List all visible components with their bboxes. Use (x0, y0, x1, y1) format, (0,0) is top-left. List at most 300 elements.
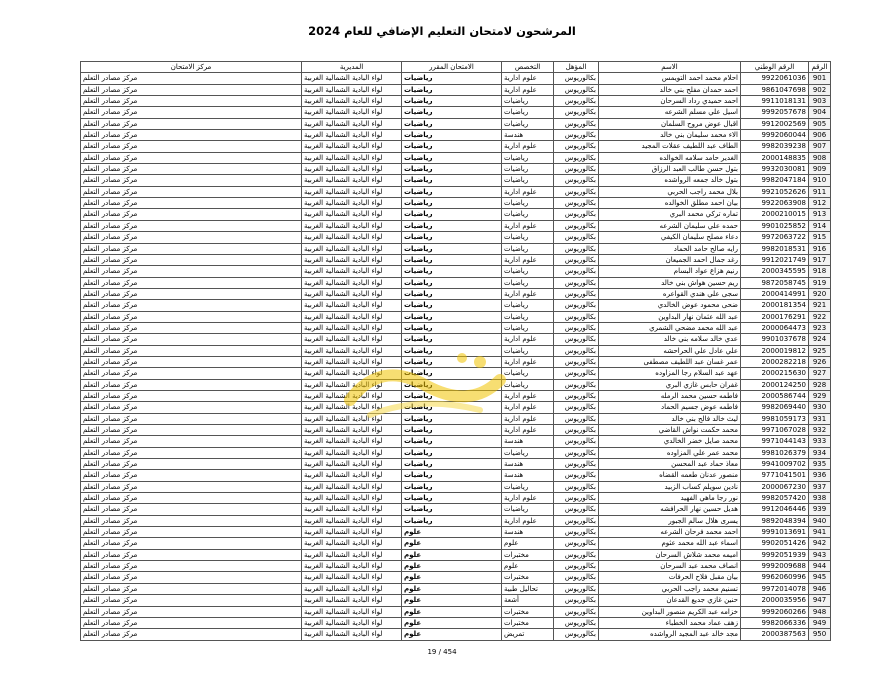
cell-directorate: لواء البادية الشمالية الغربية (302, 175, 402, 186)
cell-national-id: 9901025852 (741, 220, 809, 231)
cell-national-id: 9941009702 (741, 459, 809, 470)
cell-exam: رياضيات (402, 141, 502, 152)
cell-national-id: 2000586744 (741, 390, 809, 401)
cell-directorate: لواء البادية الشمالية الغربية (302, 515, 402, 526)
table-row (81, 504, 831, 515)
cell-specialization: رياضيات (502, 175, 554, 186)
cell-seq: 933 (809, 436, 831, 447)
cell-specialization: رياضيات (502, 277, 554, 288)
cell-exam: رياضيات (402, 447, 502, 458)
cell-qualification: بكالوريوس (554, 527, 599, 538)
cell-name: انصاف محمد عبد السرحان (599, 561, 741, 572)
cell-center: مركز مصادر التعلم (81, 379, 302, 390)
cell-name: رايه صالح حامد الحماد (599, 243, 741, 254)
cell-national-id: 9872058745 (741, 277, 809, 288)
cell-directorate: لواء البادية الشمالية الغربية (302, 629, 402, 640)
cell-seq: 904 (809, 107, 831, 118)
cell-name: محمد صايل خضر الخالدي (599, 436, 741, 447)
table-row (81, 561, 831, 572)
cell-name: احلام محمد احمد التويمس (599, 73, 741, 84)
cell-qualification: بكالوريوس (554, 572, 599, 583)
cell-exam: علوم (402, 583, 502, 594)
page-title: المرشحون لامتحان التعليم الإضافي للعام 2024 (308, 24, 576, 38)
cell-exam: رياضيات (402, 130, 502, 141)
cell-directorate: لواء البادية الشمالية الغربية (302, 617, 402, 628)
cell-name: فاطمه حسين محمد الرمله (599, 390, 741, 401)
table-row (81, 595, 831, 606)
cell-qualification: بكالوريوس (554, 277, 599, 288)
cell-exam: رياضيات (402, 356, 502, 367)
cell-directorate: لواء البادية الشمالية الغربية (302, 254, 402, 265)
table-row (81, 447, 831, 458)
cell-national-id: 9921052626 (741, 186, 809, 197)
cell-national-id: 2000181354 (741, 300, 809, 311)
cell-specialization: هندسة (502, 459, 554, 470)
cell-specialization: علوم ادارية (502, 356, 554, 367)
cell-center: مركز مصادر التعلم (81, 130, 302, 141)
cell-directorate: لواء البادية الشمالية الغربية (302, 538, 402, 549)
cell-name: غفران حابس غازي البري (599, 379, 741, 390)
table-row (81, 96, 831, 107)
cell-specialization: رياضيات (502, 198, 554, 209)
cell-directorate: لواء البادية الشمالية الغربية (302, 561, 402, 572)
cell-qualification: بكالوريوس (554, 334, 599, 345)
cell-specialization: علوم ادارية (502, 334, 554, 345)
cell-national-id: 9932030081 (741, 164, 809, 175)
cell-specialization: علوم ادارية (502, 425, 554, 436)
cell-seq: 928 (809, 379, 831, 390)
cell-exam: رياضيات (402, 425, 502, 436)
cell-name: علي عادل علي الحراحشه (599, 345, 741, 356)
cell-exam: علوم (402, 561, 502, 572)
cell-center: مركز مصادر التعلم (81, 107, 302, 118)
table-row (81, 402, 831, 413)
cell-specialization: علوم ادارية (502, 141, 554, 152)
cell-directorate: لواء البادية الشمالية الغربية (302, 572, 402, 583)
cell-national-id: 9922063908 (741, 198, 809, 209)
cell-seq: 908 (809, 152, 831, 163)
cell-center: مركز مصادر التعلم (81, 572, 302, 583)
cell-directorate: لواء البادية الشمالية الغربية (302, 266, 402, 277)
cell-center: مركز مصادر التعلم (81, 481, 302, 492)
cell-exam: رياضيات (402, 232, 502, 243)
cell-qualification: بكالوريوس (554, 232, 599, 243)
cell-center: مركز مصادر التعلم (81, 504, 302, 515)
cell-seq: 937 (809, 481, 831, 492)
cell-directorate: لواء البادية الشمالية الغربية (302, 583, 402, 594)
cell-directorate: لواء البادية الشمالية الغربية (302, 220, 402, 231)
cell-name: نور رجا ماهي الفهيد (599, 493, 741, 504)
cell-exam: رياضيات (402, 436, 502, 447)
cell-national-id: 9982066336 (741, 617, 809, 628)
table-row (81, 84, 831, 95)
cell-center: مركز مصادر التعلم (81, 425, 302, 436)
cell-seq: 923 (809, 322, 831, 333)
cell-directorate: لواء البادية الشمالية الغربية (302, 73, 402, 84)
cell-exam: رياضيات (402, 84, 502, 95)
cell-center: مركز مصادر التعلم (81, 141, 302, 152)
cell-qualification: بكالوريوس (554, 96, 599, 107)
cell-directorate: لواء البادية الشمالية الغربية (302, 322, 402, 333)
cell-specialization: رياضيات (502, 368, 554, 379)
cell-specialization: هندسة (502, 527, 554, 538)
cell-center: مركز مصادر التعلم (81, 390, 302, 401)
cell-directorate: لواء البادية الشمالية الغربية (302, 311, 402, 322)
cell-national-id: 2000210015 (741, 209, 809, 220)
cell-specialization: علوم ادارية (502, 288, 554, 299)
cell-center: مركز مصادر التعلم (81, 527, 302, 538)
cell-specialization: رياضيات (502, 322, 554, 333)
cell-exam: رياضيات (402, 73, 502, 84)
cell-specialization: مختبرات (502, 617, 554, 628)
cell-name: منصور عدنان طعمه القضاه (599, 470, 741, 481)
cell-center: مركز مصادر التعلم (81, 583, 302, 594)
cell-specialization: هندسة (502, 130, 554, 141)
cell-directorate: لواء البادية الشمالية الغربية (302, 186, 402, 197)
table-row (81, 152, 831, 163)
candidates-table (80, 61, 831, 641)
cell-qualification: بكالوريوس (554, 549, 599, 560)
cell-name: ليث خالد فالح بني خالد (599, 413, 741, 424)
cell-center: مركز مصادر التعلم (81, 322, 302, 333)
table-row (81, 470, 831, 481)
cell-specialization: علوم ادارية (502, 390, 554, 401)
cell-name: محمد حكمت نواش القاضي (599, 425, 741, 436)
table-row (81, 413, 831, 424)
cell-seq: 947 (809, 595, 831, 606)
table-row (81, 322, 831, 333)
cell-directorate: لواء البادية الشمالية الغربية (302, 379, 402, 390)
cell-center: مركز مصادر التعلم (81, 277, 302, 288)
cell-center: مركز مصادر التعلم (81, 368, 302, 379)
cell-directorate: لواء البادية الشمالية الغربية (302, 481, 402, 492)
cell-qualification: بكالوريوس (554, 186, 599, 197)
cell-national-id: 9901037678 (741, 334, 809, 345)
cell-qualification: بكالوريوس (554, 209, 599, 220)
cell-name: مجد خالد عبد المجيد الرواشده (599, 629, 741, 640)
cell-exam: رياضيات (402, 322, 502, 333)
cell-seq: 939 (809, 504, 831, 515)
cell-specialization: رياضيات (502, 118, 554, 129)
cell-seq: 912 (809, 198, 831, 209)
cell-seq: 922 (809, 311, 831, 322)
cell-seq: 913 (809, 209, 831, 220)
table-row (81, 243, 831, 254)
cell-center: مركز مصادر التعلم (81, 118, 302, 129)
cell-seq: 936 (809, 470, 831, 481)
cell-specialization: رياضيات (502, 209, 554, 220)
cell-center: مركز مصادر التعلم (81, 288, 302, 299)
cell-exam: علوم (402, 549, 502, 560)
table-row (81, 356, 831, 367)
cell-directorate: لواء البادية الشمالية الغربية (302, 209, 402, 220)
cell-seq: 930 (809, 402, 831, 413)
cell-name: اميمه محمد شلاش السرحان (599, 549, 741, 560)
table-row (81, 334, 831, 345)
cell-directorate: لواء البادية الشمالية الغربية (302, 107, 402, 118)
cell-national-id: 9922061036 (741, 73, 809, 84)
cell-directorate: لواء البادية الشمالية الغربية (302, 300, 402, 311)
cell-directorate: لواء البادية الشمالية الغربية (302, 277, 402, 288)
cell-national-id: 9982039238 (741, 141, 809, 152)
cell-specialization: علوم (502, 561, 554, 572)
cell-national-id: 9972014078 (741, 583, 809, 594)
cell-name: نادين سويلم كساب الزبيد (599, 481, 741, 492)
cell-national-id: 2000387563 (741, 629, 809, 640)
cell-directorate: لواء البادية الشمالية الغربية (302, 96, 402, 107)
cell-seq: 942 (809, 538, 831, 549)
cell-qualification: بكالوريوس (554, 470, 599, 481)
cell-national-id: 9991013691 (741, 527, 809, 538)
cell-name: حمده علي سليمان الشرعه (599, 220, 741, 231)
cell-name: فاطمه عوض جسيم الحماد (599, 402, 741, 413)
cell-specialization: رياضيات (502, 379, 554, 390)
cell-directorate: لواء البادية الشمالية الغربية (302, 243, 402, 254)
table-row (81, 288, 831, 299)
cell-qualification: بكالوريوس (554, 141, 599, 152)
cell-name: احمد حميدي رداد السرحان (599, 96, 741, 107)
cell-seq: 911 (809, 186, 831, 197)
cell-qualification: بكالوريوس (554, 118, 599, 129)
header-name: الاسم (599, 62, 741, 73)
cell-name: بيان احمد مطلق الخوالده (599, 198, 741, 209)
cell-directorate: لواء البادية الشمالية الغربية (302, 425, 402, 436)
cell-seq: 919 (809, 277, 831, 288)
cell-specialization: مختبرات (502, 572, 554, 583)
cell-exam: رياضيات (402, 402, 502, 413)
header-center: مركز الامتحان (81, 62, 302, 73)
table-row (81, 266, 831, 277)
cell-seq: 921 (809, 300, 831, 311)
cell-national-id: 2000414991 (741, 288, 809, 299)
cell-directorate: لواء البادية الشمالية الغربية (302, 198, 402, 209)
cell-seq: 901 (809, 73, 831, 84)
cell-seq: 917 (809, 254, 831, 265)
cell-exam: رياضيات (402, 220, 502, 231)
table-row (81, 254, 831, 265)
page-number: 19 / 454 (427, 648, 457, 656)
cell-center: مركز مصادر التعلم (81, 356, 302, 367)
cell-national-id: 9861047698 (741, 84, 809, 95)
cell-qualification: بكالوريوس (554, 447, 599, 458)
cell-specialization: رياضيات (502, 311, 554, 322)
cell-name: رغد جمال احمد الجميعان (599, 254, 741, 265)
table-row (81, 186, 831, 197)
cell-national-id: 9912046446 (741, 504, 809, 515)
cell-exam: رياضيات (402, 345, 502, 356)
table-row (81, 527, 831, 538)
cell-national-id: 9992051939 (741, 549, 809, 560)
cell-qualification: بكالوريوس (554, 436, 599, 447)
table-row (81, 538, 831, 549)
cell-specialization: علوم ادارية (502, 413, 554, 424)
cell-national-id: 2000035956 (741, 595, 809, 606)
cell-qualification: بكالوريوس (554, 459, 599, 470)
table-row (81, 220, 831, 231)
cell-exam: رياضيات (402, 198, 502, 209)
cell-center: مركز مصادر التعلم (81, 549, 302, 560)
cell-seq: 945 (809, 572, 831, 583)
cell-exam: علوم (402, 538, 502, 549)
cell-exam: رياضيات (402, 243, 502, 254)
cell-name: الطاف عبد اللطيف عقلات المجيد (599, 141, 741, 152)
cell-exam: رياضيات (402, 118, 502, 129)
cell-directorate: لواء البادية الشمالية الغربية (302, 84, 402, 95)
cell-specialization: تمريض (502, 629, 554, 640)
cell-exam: رياضيات (402, 390, 502, 401)
cell-name: بلال محمد راجب الحربي (599, 186, 741, 197)
cell-qualification: بكالوريوس (554, 254, 599, 265)
cell-directorate: لواء البادية الشمالية الغربية (302, 334, 402, 345)
table-row (81, 459, 831, 470)
cell-directorate: لواء البادية الشمالية الغربية (302, 288, 402, 299)
cell-specialization: رياضيات (502, 504, 554, 515)
cell-qualification: بكالوريوس (554, 538, 599, 549)
cell-name: الاء محمد سليمان بني خالد (599, 130, 741, 141)
table-row (81, 379, 831, 390)
cell-national-id: 9982057420 (741, 493, 809, 504)
cell-exam: رياضيات (402, 277, 502, 288)
cell-center: مركز مصادر التعلم (81, 595, 302, 606)
table-header-row (81, 62, 831, 73)
cell-national-id: 9982018531 (741, 243, 809, 254)
table-row (81, 481, 831, 492)
cell-specialization: مختبرات (502, 606, 554, 617)
cell-directorate: لواء البادية الشمالية الغربية (302, 118, 402, 129)
cell-center: مركز مصادر التعلم (81, 402, 302, 413)
cell-qualification: بكالوريوس (554, 220, 599, 231)
cell-qualification: بكالوريوس (554, 345, 599, 356)
cell-exam: رياضيات (402, 368, 502, 379)
cell-qualification: بكالوريوس (554, 629, 599, 640)
cell-exam: رياضيات (402, 504, 502, 515)
cell-name: عمر غسان عبد اللطيف مصطفى (599, 356, 741, 367)
cell-national-id: 2000067230 (741, 481, 809, 492)
cell-qualification: بكالوريوس (554, 425, 599, 436)
cell-specialization: علوم ادارية (502, 402, 554, 413)
cell-name: زهف عماد محمد الخطباء (599, 617, 741, 628)
cell-specialization: علوم ادارية (502, 220, 554, 231)
table-row (81, 345, 831, 356)
table-row (81, 368, 831, 379)
cell-center: مركز مصادر التعلم (81, 175, 302, 186)
cell-specialization: رياضيات (502, 345, 554, 356)
cell-specialization: رياضيات (502, 164, 554, 175)
cell-name: دعاء مصلح سليمان الكيفي (599, 232, 741, 243)
cell-exam: رياضيات (402, 311, 502, 322)
cell-qualification: بكالوريوس (554, 595, 599, 606)
cell-directorate: لواء البادية الشمالية الغربية (302, 356, 402, 367)
cell-center: مركز مصادر التعلم (81, 266, 302, 277)
cell-directorate: لواء البادية الشمالية الغربية (302, 390, 402, 401)
cell-center: مركز مصادر التعلم (81, 447, 302, 458)
cell-exam: رياضيات (402, 175, 502, 186)
cell-name: تسنيم محمد راجب الحربي (599, 583, 741, 594)
cell-seq: 950 (809, 629, 831, 640)
cell-national-id: 9982047184 (741, 175, 809, 186)
cell-national-id: 9971044143 (741, 436, 809, 447)
cell-specialization: علوم ادارية (502, 515, 554, 526)
table-row (81, 629, 831, 640)
cell-exam: رياضيات (402, 481, 502, 492)
cell-exam: علوم (402, 527, 502, 538)
cell-directorate: لواء البادية الشمالية الغربية (302, 527, 402, 538)
cell-directorate: لواء البادية الشمالية الغربية (302, 493, 402, 504)
cell-exam: رياضيات (402, 266, 502, 277)
cell-center: مركز مصادر التعلم (81, 561, 302, 572)
table-row (81, 164, 831, 175)
cell-national-id: 9962060996 (741, 572, 809, 583)
cell-exam: رياضيات (402, 300, 502, 311)
cell-exam: علوم (402, 617, 502, 628)
cell-specialization: رياضيات (502, 481, 554, 492)
table-row (81, 118, 831, 129)
table-row (81, 572, 831, 583)
cell-seq: 948 (809, 606, 831, 617)
cell-specialization: رياضيات (502, 96, 554, 107)
table-row (81, 493, 831, 504)
cell-qualification: بكالوريوس (554, 175, 599, 186)
cell-center: مركز مصادر التعلم (81, 243, 302, 254)
cell-national-id: 2000282218 (741, 356, 809, 367)
cell-directorate: لواء البادية الشمالية الغربية (302, 470, 402, 481)
cell-qualification: بكالوريوس (554, 322, 599, 333)
cell-exam: رياضيات (402, 459, 502, 470)
cell-exam: رياضيات (402, 515, 502, 526)
cell-qualification: بكالوريوس (554, 300, 599, 311)
table-row (81, 390, 831, 401)
cell-name: ريم حسين هواش بني خالد (599, 277, 741, 288)
cell-national-id: 2000064473 (741, 322, 809, 333)
cell-center: مركز مصادر التعلم (81, 515, 302, 526)
cell-specialization: علوم ادارية (502, 84, 554, 95)
cell-specialization: هندسة (502, 436, 554, 447)
cell-seq: 915 (809, 232, 831, 243)
cell-seq: 902 (809, 84, 831, 95)
cell-qualification: بكالوريوس (554, 390, 599, 401)
cell-national-id: 2000176291 (741, 311, 809, 322)
cell-directorate: لواء البادية الشمالية الغربية (302, 141, 402, 152)
cell-directorate: لواء البادية الشمالية الغربية (302, 130, 402, 141)
cell-exam: رياضيات (402, 254, 502, 265)
table-row (81, 617, 831, 628)
cell-qualification: بكالوريوس (554, 73, 599, 84)
cell-seq: 932 (809, 425, 831, 436)
cell-directorate: لواء البادية الشمالية الغربية (302, 606, 402, 617)
cell-center: مركز مصادر التعلم (81, 436, 302, 447)
table-row (81, 198, 831, 209)
cell-national-id: 9912021749 (741, 254, 809, 265)
cell-name: بتول خالد جمعه الرواشده (599, 175, 741, 186)
cell-directorate: لواء البادية الشمالية الغربية (302, 447, 402, 458)
cell-seq: 920 (809, 288, 831, 299)
cell-seq: 941 (809, 527, 831, 538)
cell-specialization: رياضيات (502, 107, 554, 118)
cell-seq: 929 (809, 390, 831, 401)
cell-exam: رياضيات (402, 470, 502, 481)
cell-exam: علوم (402, 595, 502, 606)
cell-seq: 944 (809, 561, 831, 572)
cell-seq: 934 (809, 447, 831, 458)
cell-specialization: علوم ادارية (502, 186, 554, 197)
table-row (81, 311, 831, 322)
cell-national-id: 9992057678 (741, 107, 809, 118)
cell-seq: 925 (809, 345, 831, 356)
cell-center: مركز مصادر التعلم (81, 96, 302, 107)
cell-national-id: 9981026379 (741, 447, 809, 458)
cell-specialization: مختبرات (502, 549, 554, 560)
header-qualification: المؤهل (554, 62, 599, 73)
